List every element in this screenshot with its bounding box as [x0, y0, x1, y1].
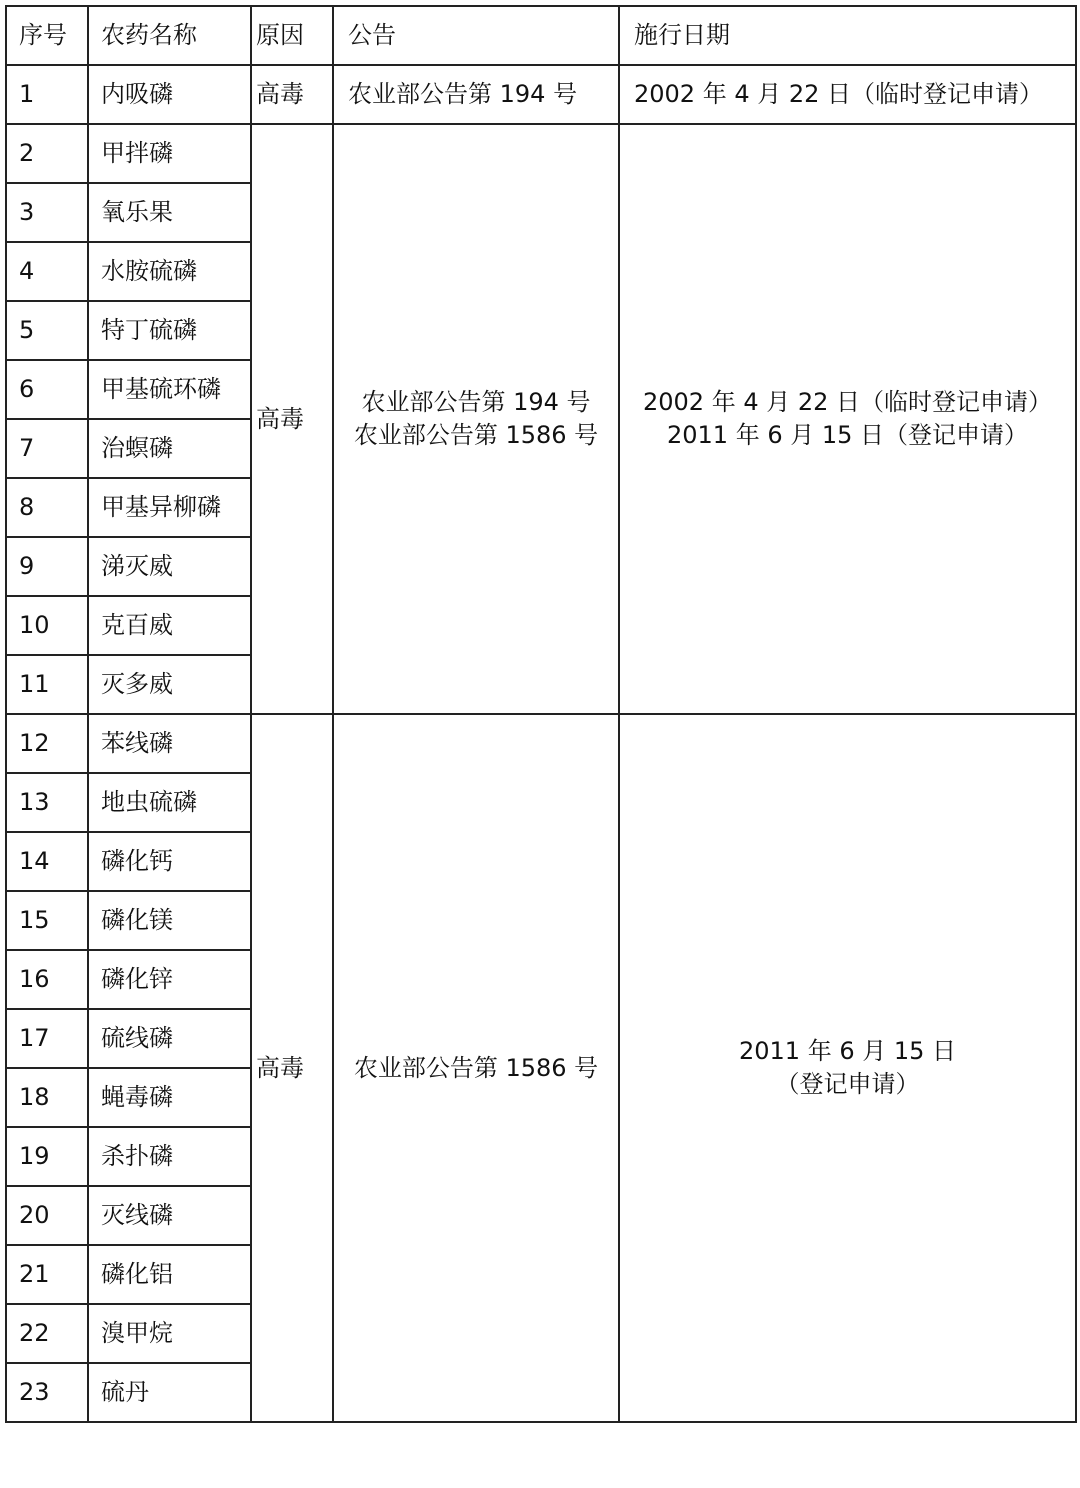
row-index: 14	[6, 832, 88, 891]
row-pesticide-name: 甲基硫环磷	[88, 360, 251, 419]
row-index: 8	[6, 478, 88, 537]
row-index: 23	[6, 1363, 88, 1422]
row-pesticide-name: 灭多威	[88, 655, 251, 714]
header-date: 施行日期	[619, 6, 1076, 65]
row-index: 11	[6, 655, 88, 714]
header-index: 序号	[6, 6, 88, 65]
row-pesticide-name: 磷化锌	[88, 950, 251, 1009]
row-reason: 高毒	[251, 65, 333, 124]
row-pesticide-name: 甲基异柳磷	[88, 478, 251, 537]
row-pesticide-name: 杀扑磷	[88, 1127, 251, 1186]
row-index: 5	[6, 301, 88, 360]
table-row	[6, 714, 1076, 773]
row-pesticide-name: 硫丹	[88, 1363, 251, 1422]
row-pesticide-name: 地虫硫磷	[88, 773, 251, 832]
notice-line: 农业部公告第 194 号	[361, 388, 591, 416]
row-index: 20	[6, 1186, 88, 1245]
row-pesticide-name: 特丁硫磷	[88, 301, 251, 360]
row-pesticide-name: 克百威	[88, 596, 251, 655]
row-pesticide-name: 甲拌磷	[88, 124, 251, 183]
row-pesticide-name: 磷化钙	[88, 832, 251, 891]
table-row	[6, 124, 1076, 183]
group-date	[619, 124, 1076, 714]
row-index: 18	[6, 1068, 88, 1127]
row-pesticide-name: 水胺硫磷	[88, 242, 251, 301]
row-date: 2002 年 4 月 22 日（临时登记申请）	[619, 65, 1076, 124]
date-line: 2011 年 6 月 15 日	[738, 1037, 957, 1065]
row-index: 10	[6, 596, 88, 655]
row-pesticide-name: 磷化镁	[88, 891, 251, 950]
group-notice	[333, 124, 619, 714]
row-index: 21	[6, 1245, 88, 1304]
group-date	[619, 714, 1076, 1422]
row-notice: 农业部公告第 194 号	[333, 65, 619, 124]
header-reason: 原因	[251, 6, 333, 65]
row-index: 3	[6, 183, 88, 242]
row-pesticide-name: 内吸磷	[88, 65, 251, 124]
table-row	[6, 65, 1076, 124]
row-pesticide-name: 涕灭威	[88, 537, 251, 596]
row-index: 17	[6, 1009, 88, 1068]
date-line: 2002 年 4 月 22 日（临时登记申请）	[642, 388, 1053, 416]
table-header-row	[6, 6, 1076, 65]
row-index: 9	[6, 537, 88, 596]
row-pesticide-name: 灭线磷	[88, 1186, 251, 1245]
row-index: 13	[6, 773, 88, 832]
row-index: 12	[6, 714, 88, 773]
row-index: 22	[6, 1304, 88, 1363]
header-name: 农药名称	[88, 6, 251, 65]
group-notice: 农业部公告第 1586 号	[333, 714, 619, 1422]
row-pesticide-name: 磷化铝	[88, 1245, 251, 1304]
row-pesticide-name: 蝇毒磷	[88, 1068, 251, 1127]
row-index: 1	[6, 65, 88, 124]
notice-line: 农业部公告第 1586 号	[353, 421, 599, 449]
row-index: 19	[6, 1127, 88, 1186]
row-index: 4	[6, 242, 88, 301]
row-index: 15	[6, 891, 88, 950]
row-index: 16	[6, 950, 88, 1009]
group-reason: 高毒	[251, 124, 333, 714]
date-line: （登记申请）	[775, 1070, 920, 1098]
row-index: 7	[6, 419, 88, 478]
header-notice: 公告	[333, 6, 619, 65]
row-pesticide-name: 氧乐果	[88, 183, 251, 242]
row-pesticide-name: 治螟磷	[88, 419, 251, 478]
row-index: 6	[6, 360, 88, 419]
date-line: 2011 年 6 月 15 日（登记申请）	[666, 421, 1029, 449]
group-reason: 高毒	[251, 714, 333, 1422]
row-pesticide-name: 溴甲烷	[88, 1304, 251, 1363]
row-pesticide-name: 硫线磷	[88, 1009, 251, 1068]
row-index: 2	[6, 124, 88, 183]
row-pesticide-name: 苯线磷	[88, 714, 251, 773]
pesticide-table	[5, 5, 1077, 1423]
